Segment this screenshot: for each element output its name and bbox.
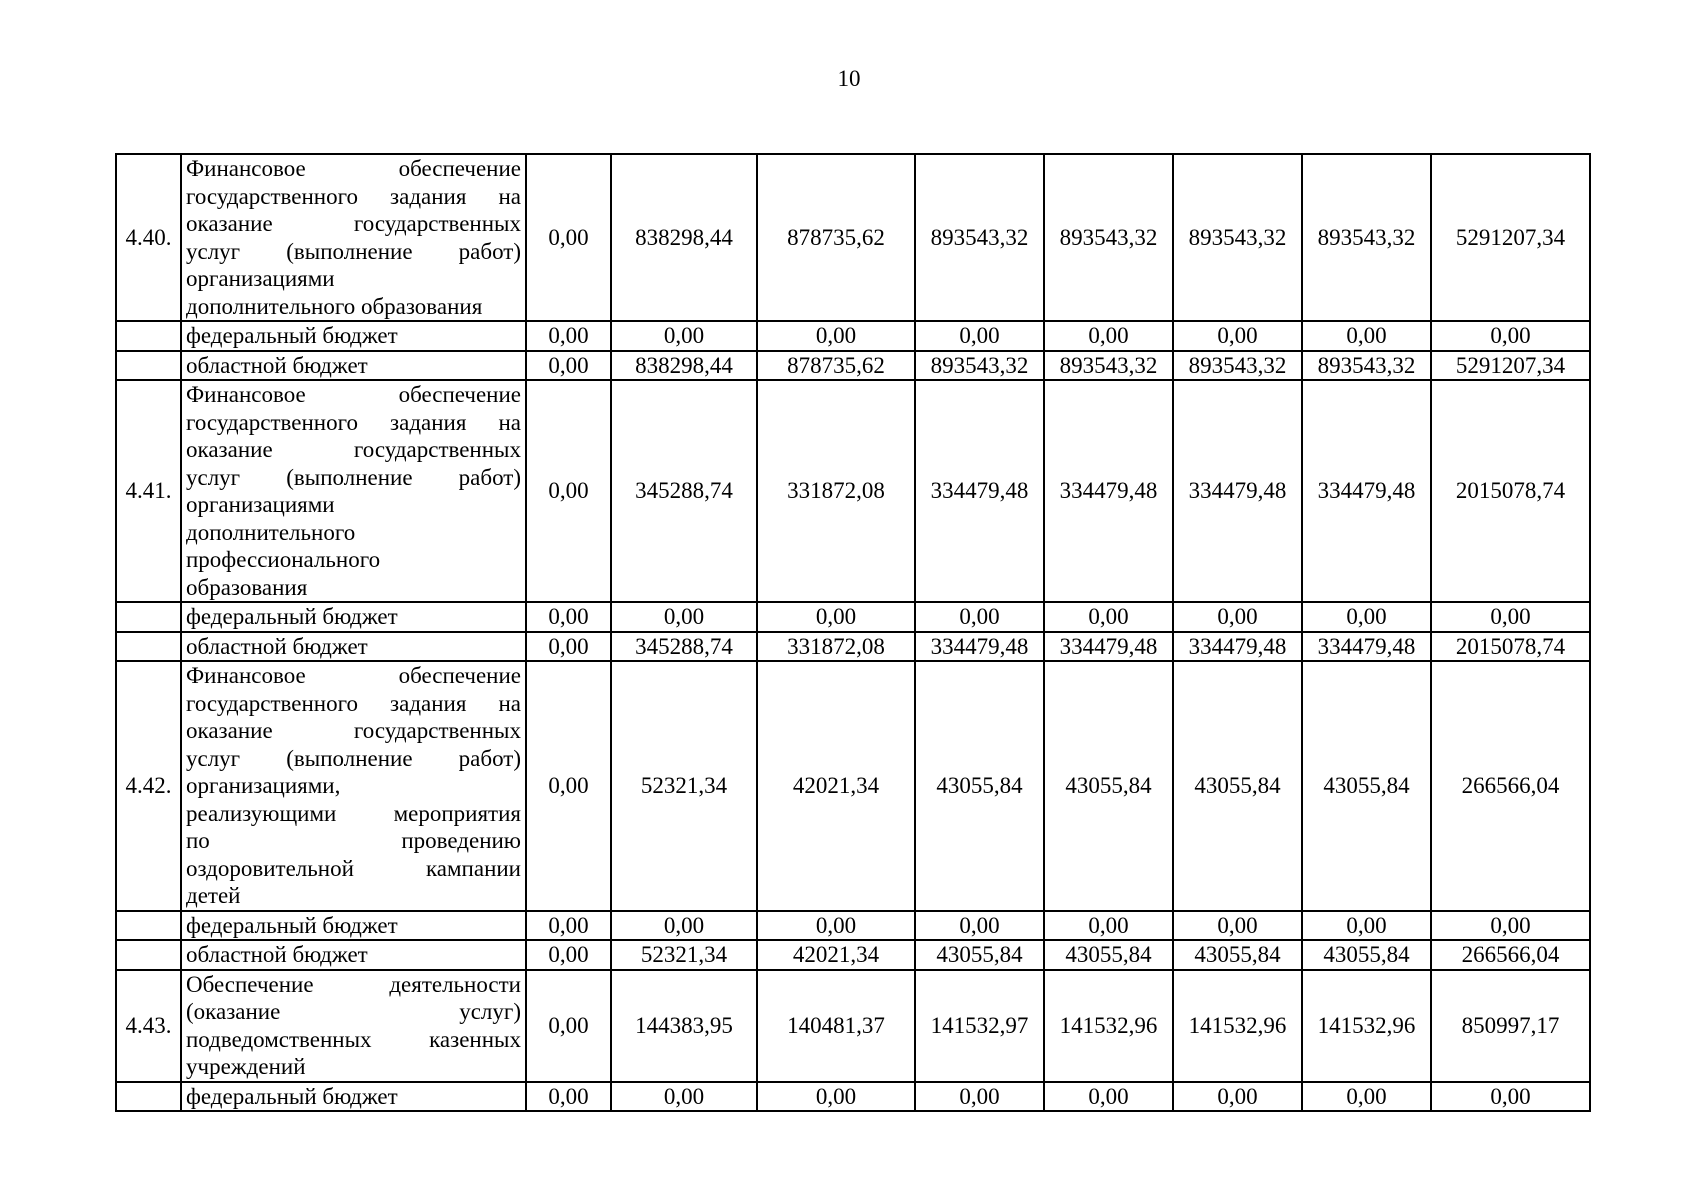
value-cell: 0,00 bbox=[1173, 321, 1302, 351]
value-cell: 893543,32 bbox=[1173, 351, 1302, 381]
value-cell: 0,00 bbox=[526, 154, 611, 321]
value-cell: 0,00 bbox=[1431, 911, 1590, 941]
description-line: дополнительного bbox=[186, 519, 356, 545]
table-subrow bbox=[116, 632, 1590, 662]
description-line: организациями, bbox=[186, 773, 341, 798]
value-cell: 141532,97 bbox=[915, 970, 1044, 1082]
value-cell: 878735,62 bbox=[757, 351, 915, 381]
value-cell: 43055,84 bbox=[1173, 940, 1302, 970]
value-cell: 334479,48 bbox=[915, 632, 1044, 662]
value-cell: 893543,32 bbox=[915, 351, 1044, 381]
table-subrow bbox=[116, 911, 1590, 941]
value-cell: 345288,74 bbox=[611, 380, 757, 602]
description-line: организациями bbox=[186, 492, 335, 517]
value-cell: 2015078,74 bbox=[1431, 632, 1590, 662]
description-cell bbox=[181, 380, 526, 602]
value-cell: 0,00 bbox=[611, 602, 757, 632]
row-number-cell bbox=[116, 911, 181, 941]
value-cell: 144383,95 bbox=[611, 970, 757, 1082]
value-cell: 893543,32 bbox=[1044, 154, 1173, 321]
budget-table bbox=[115, 153, 1591, 1112]
description-line: государственного задания на bbox=[186, 690, 521, 716]
value-cell: 0,00 bbox=[1044, 602, 1173, 632]
value-cell: 42021,34 bbox=[757, 661, 915, 911]
row-number-cell bbox=[116, 940, 181, 970]
description-line: оказание государственных bbox=[186, 437, 521, 462]
description-line: оказание государственных bbox=[186, 718, 521, 743]
value-cell: 0,00 bbox=[526, 661, 611, 911]
value-cell: 140481,37 bbox=[757, 970, 915, 1082]
value-cell: 0,00 bbox=[526, 632, 611, 662]
value-cell: 331872,08 bbox=[757, 380, 915, 602]
value-cell: 893543,32 bbox=[1302, 154, 1431, 321]
table-subrow bbox=[116, 321, 1590, 351]
value-cell: 52321,34 bbox=[611, 661, 757, 911]
description-line: (оказание услуг) bbox=[186, 999, 521, 1024]
value-cell: 42021,34 bbox=[757, 940, 915, 970]
description-line: учреждений bbox=[186, 1054, 306, 1079]
value-cell: 5291207,34 bbox=[1431, 154, 1590, 321]
description-cell bbox=[181, 970, 526, 1082]
table-subrow bbox=[116, 602, 1590, 632]
value-cell: 43055,84 bbox=[1302, 661, 1431, 911]
value-cell: 334479,48 bbox=[1302, 632, 1431, 662]
value-cell: 266566,04 bbox=[1431, 661, 1590, 911]
value-cell: 893543,32 bbox=[1302, 351, 1431, 381]
description-line: государственного задания на bbox=[186, 409, 521, 435]
value-cell: 0,00 bbox=[526, 911, 611, 941]
value-cell: 0,00 bbox=[757, 1082, 915, 1112]
value-cell: 0,00 bbox=[526, 321, 611, 351]
value-cell: 0,00 bbox=[1431, 602, 1590, 632]
description-line: профессионального bbox=[186, 547, 381, 572]
budget-source-label: областной бюджет bbox=[181, 632, 526, 662]
value-cell: 334479,48 bbox=[1173, 380, 1302, 602]
value-cell: 43055,84 bbox=[1173, 661, 1302, 911]
value-cell: 893543,32 bbox=[1173, 154, 1302, 321]
value-cell: 0,00 bbox=[611, 911, 757, 941]
value-cell: 0,00 bbox=[611, 1082, 757, 1112]
value-cell: 0,00 bbox=[915, 911, 1044, 941]
value-cell: 0,00 bbox=[1044, 321, 1173, 351]
description-line: Обеспечение деятельности bbox=[186, 971, 521, 997]
value-cell: 838298,44 bbox=[611, 154, 757, 321]
row-number-cell: 4.40. bbox=[116, 154, 181, 321]
value-cell: 141532,96 bbox=[1302, 970, 1431, 1082]
value-cell: 0,00 bbox=[526, 351, 611, 381]
table-subrow bbox=[116, 351, 1590, 381]
description-line: дополнительного образования bbox=[186, 293, 483, 319]
budget-source-label: областной бюджет bbox=[181, 940, 526, 970]
value-cell: 141532,96 bbox=[1173, 970, 1302, 1082]
value-cell: 345288,74 bbox=[611, 632, 757, 662]
value-cell: 893543,32 bbox=[1044, 351, 1173, 381]
value-cell: 43055,84 bbox=[1044, 661, 1173, 911]
row-number-cell bbox=[116, 632, 181, 662]
row-number-cell bbox=[116, 1082, 181, 1112]
value-cell: 0,00 bbox=[526, 380, 611, 602]
description-line: оказание государственных bbox=[186, 211, 521, 236]
description-line: оздоровительной кампании bbox=[186, 855, 521, 881]
description-line: подведомственных казенных bbox=[186, 1026, 521, 1052]
description-line: Финансовое обеспечение bbox=[186, 156, 521, 181]
budget-source-label: федеральный бюджет bbox=[181, 911, 526, 941]
value-cell: 0,00 bbox=[757, 321, 915, 351]
value-cell: 0,00 bbox=[1173, 602, 1302, 632]
description-cell bbox=[181, 661, 526, 911]
value-cell: 0,00 bbox=[1302, 602, 1431, 632]
value-cell: 0,00 bbox=[757, 911, 915, 941]
value-cell: 0,00 bbox=[1044, 1082, 1173, 1112]
value-cell: 0,00 bbox=[1173, 911, 1302, 941]
value-cell: 0,00 bbox=[526, 602, 611, 632]
value-cell: 43055,84 bbox=[915, 661, 1044, 911]
row-number-cell: 4.42. bbox=[116, 661, 181, 911]
value-cell: 5291207,34 bbox=[1431, 351, 1590, 381]
description-line: образования bbox=[186, 574, 308, 600]
page-number: 10 bbox=[837, 66, 861, 91]
budget-source-label: федеральный бюджет bbox=[181, 1082, 526, 1112]
value-cell: 893543,32 bbox=[915, 154, 1044, 321]
row-number-cell: 4.41. bbox=[116, 380, 181, 602]
budget-source-label: областной бюджет bbox=[181, 351, 526, 381]
table-row bbox=[116, 661, 1590, 911]
value-cell: 2015078,74 bbox=[1431, 380, 1590, 602]
value-cell: 0,00 bbox=[757, 602, 915, 632]
table-row bbox=[116, 380, 1590, 602]
table-row bbox=[116, 154, 1590, 321]
description-line: детей bbox=[186, 883, 241, 908]
value-cell: 0,00 bbox=[1431, 321, 1590, 351]
value-cell: 0,00 bbox=[1044, 911, 1173, 941]
value-cell: 0,00 bbox=[1302, 321, 1431, 351]
value-cell: 0,00 bbox=[1302, 911, 1431, 941]
row-number-cell bbox=[116, 602, 181, 632]
description-line: Финансовое обеспечение bbox=[186, 382, 521, 407]
value-cell: 43055,84 bbox=[1302, 940, 1431, 970]
value-cell: 334479,48 bbox=[1302, 380, 1431, 602]
row-number-cell bbox=[116, 321, 181, 351]
value-cell: 850997,17 bbox=[1431, 970, 1590, 1082]
description-line: Финансовое обеспечение bbox=[186, 663, 521, 688]
value-cell: 334479,48 bbox=[915, 380, 1044, 602]
description-line: организациями bbox=[186, 266, 335, 291]
description-line: услуг (выполнение работ) bbox=[186, 238, 521, 264]
value-cell: 52321,34 bbox=[611, 940, 757, 970]
value-cell: 0,00 bbox=[915, 1082, 1044, 1112]
value-cell: 0,00 bbox=[915, 321, 1044, 351]
value-cell: 334479,48 bbox=[1173, 632, 1302, 662]
row-number-cell: 4.43. bbox=[116, 970, 181, 1082]
value-cell: 0,00 bbox=[526, 940, 611, 970]
description-line: по проведению bbox=[186, 828, 521, 853]
table-subrow bbox=[116, 940, 1590, 970]
value-cell: 334479,48 bbox=[1044, 632, 1173, 662]
value-cell: 266566,04 bbox=[1431, 940, 1590, 970]
budget-source-label: федеральный бюджет bbox=[181, 602, 526, 632]
row-number-cell bbox=[116, 351, 181, 381]
value-cell: 838298,44 bbox=[611, 351, 757, 381]
value-cell: 43055,84 bbox=[1044, 940, 1173, 970]
description-line: услуг (выполнение работ) bbox=[186, 464, 521, 490]
table-subrow bbox=[116, 1082, 1590, 1112]
value-cell: 0,00 bbox=[526, 970, 611, 1082]
value-cell: 0,00 bbox=[1173, 1082, 1302, 1112]
value-cell: 141532,96 bbox=[1044, 970, 1173, 1082]
value-cell: 0,00 bbox=[611, 321, 757, 351]
value-cell: 334479,48 bbox=[1044, 380, 1173, 602]
value-cell: 0,00 bbox=[526, 1082, 611, 1112]
value-cell: 878735,62 bbox=[757, 154, 915, 321]
description-line: реализующими мероприятия bbox=[186, 800, 521, 826]
value-cell: 0,00 bbox=[1431, 1082, 1590, 1112]
table-row bbox=[116, 970, 1590, 1082]
value-cell: 43055,84 bbox=[915, 940, 1044, 970]
value-cell: 331872,08 bbox=[757, 632, 915, 662]
description-line: услуг (выполнение работ) bbox=[186, 745, 521, 771]
description-cell bbox=[181, 154, 526, 321]
description-line: государственного задания на bbox=[186, 183, 521, 209]
value-cell: 0,00 bbox=[1302, 1082, 1431, 1112]
budget-source-label: федеральный бюджет bbox=[181, 321, 526, 351]
value-cell: 0,00 bbox=[915, 602, 1044, 632]
